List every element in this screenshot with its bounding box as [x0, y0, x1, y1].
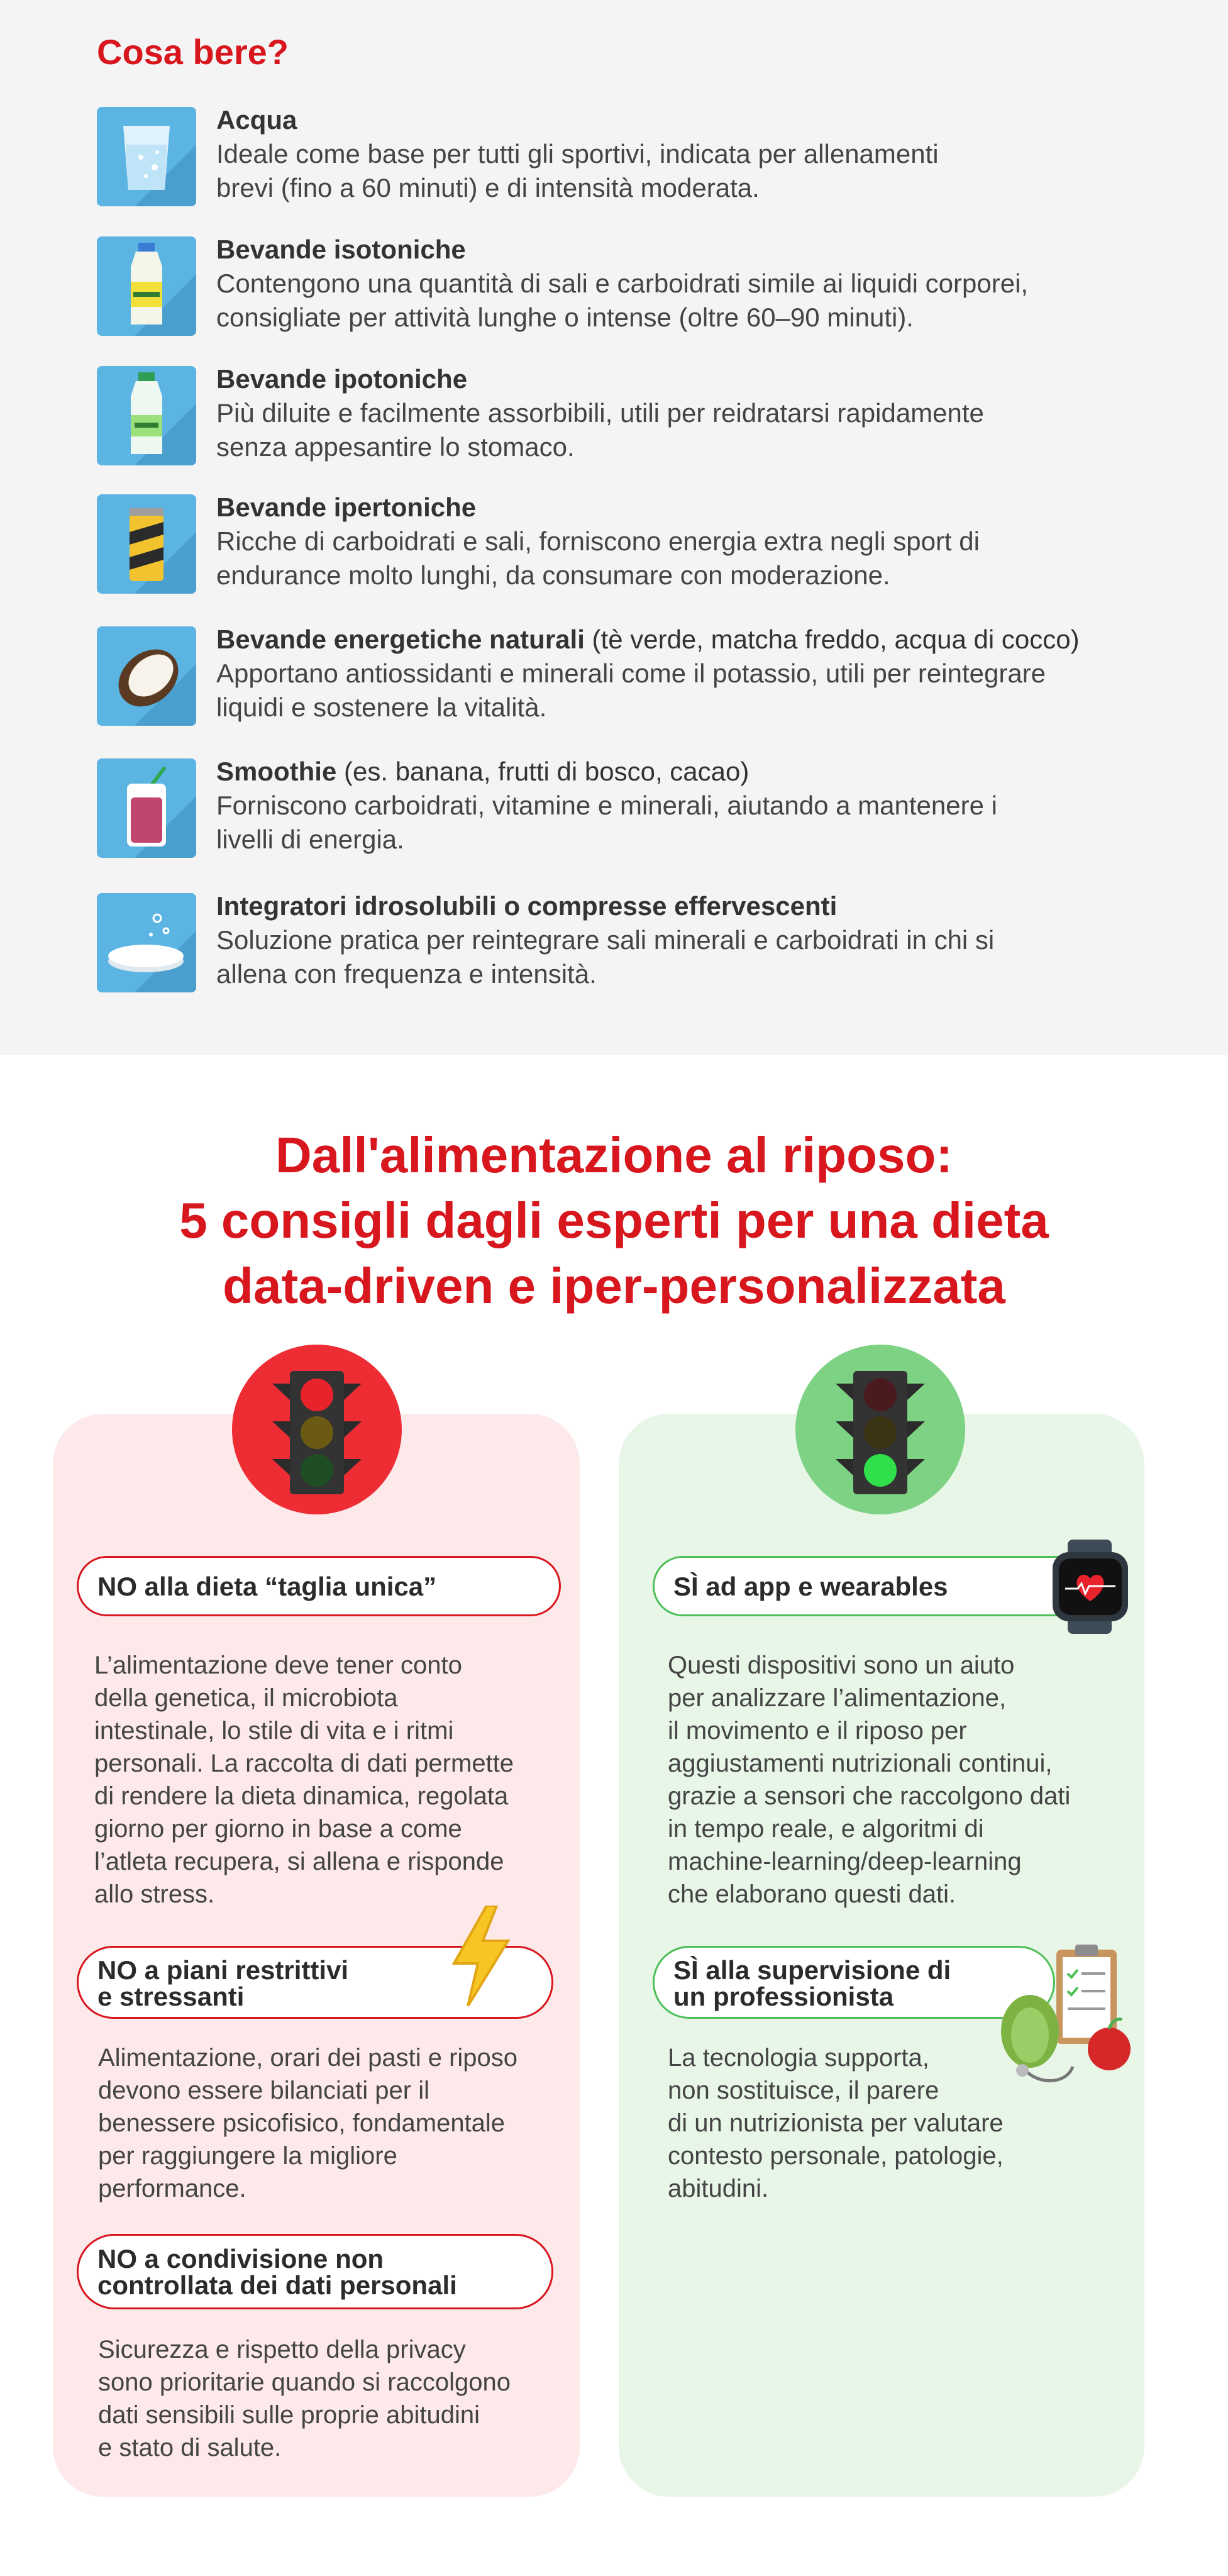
pill-title: SÌ alla supervisione di un professionista [673, 1955, 951, 2011]
isotonic-bottle-icon [97, 236, 196, 336]
drink-desc: Forniscono carboidrati, vitamine e minerali, aiutando a mantenere i livelli di energia. [216, 791, 997, 854]
lightning-icon [443, 1906, 518, 2006]
drink-title: Bevande isotoniche [216, 235, 466, 264]
headline-line-2: 5 consigli dagli esperti per una dieta [179, 1192, 1049, 1248]
headline-line-1: Dall'alimentazione al riposo: [275, 1127, 953, 1183]
no-restrictive-plans-text: Alimentazione, orari dei pasti e riposo devono essere bilanciati per il benessere psicofisico, fondamentale per raggiungere la migliore performance. [98, 2044, 518, 2202]
smartwatch-icon [1040, 1540, 1141, 1634]
drink-title: Smoothie [216, 757, 337, 786]
drink-item-supplements [97, 889, 1203, 1002]
drink-item-hypertonic [97, 491, 1203, 604]
no-data-sharing-text: Sicurezza e rispetto della privacy sono prioritarie quando si raccolgono dati sensibili sulle proprie abitudini e stato di salute. [98, 2336, 511, 2462]
drink-title: Bevande energetiche naturali [216, 625, 585, 654]
traffic-light-red-icon [232, 1345, 402, 1514]
no-one-size-diet-text: L’alimentazione deve tener conto della genetica, il microbiota intestinale, lo stile di vita e i ritmi personali. La raccolta di dati permette di rendere la dieta dinamica, regolata giorno per giorno in base a come l’atleta recupera, si allena e risponde allo stress. [94, 1652, 514, 1908]
traffic-light-green-icon [795, 1345, 965, 1514]
drink-item-natural-energy [97, 623, 1203, 736]
no-data-sharing-pill [77, 2234, 553, 2309]
drink-desc: Apportano antiossidanti e minerali come il potassio, utili per reintegrare liquidi e sostenere la vitalità. [216, 658, 1046, 722]
drink-item-hypotonic [97, 362, 1203, 475]
pill-title: NO alla dieta “taglia unica” [97, 1572, 437, 1601]
yes-apps-wearables-pill [653, 1556, 1105, 1616]
section-title: Cosa bere? [97, 32, 289, 72]
drink-item-smoothie [97, 755, 1203, 868]
drink-title: Integratori idrosolubili o compresse effervescenti [216, 891, 838, 921]
drink-title: Acqua [216, 105, 297, 135]
headline [0, 1123, 1228, 1319]
drink-title: Bevande ipertoniche [216, 492, 477, 522]
effervescent-tablet-icon [97, 893, 196, 992]
drink-desc: Ricche di carboidrati e sali, forniscono energia extra negli sport di endurance molto lunghi, da consumare con moderazione. [216, 526, 980, 590]
yes-apps-wearables-text: Questi dispositivi sono un aiuto per analizzare l’alimentazione, il movimento e il riposo per aggiustamenti nutrizionali continui, grazie a sensori che raccolgono dati in tempo reale, e algoritmi di machine-learning/deep-learning che elaborano questi dati. [668, 1652, 1071, 1908]
drink-desc: Più diluite e facilmente assorbibili, utili per reidratarsi rapidamente senza appesantire lo stomaco. [216, 398, 984, 462]
no-one-size-diet-pill [77, 1556, 561, 1616]
pill-title: NO a condivisione non controllata dei dati personali [97, 2244, 457, 2300]
coconut-icon [97, 626, 196, 726]
drink-note: (es. banana, frutti di bosco, cacao) [336, 757, 750, 786]
headline-line-3: data-driven e iper-personalizzata [223, 1258, 1005, 1314]
drink-title: Bevande ipotoniche [216, 364, 468, 394]
drink-desc: Soluzione pratica per reintegrare sali minerali e carboidrati in chi si allena con frequenza e intensità. [216, 925, 995, 989]
drink-note: (tè verde, matcha freddo, acqua di cocco) [584, 625, 1080, 654]
drink-desc: Ideale come base per tutti gli sportivi, indicata per allenamenti brevi (fino a 60 minuti) e di intensità moderata. [216, 139, 939, 203]
hypotonic-bottle-icon [97, 366, 196, 465]
water-glass-icon [97, 107, 196, 206]
energy-can-icon [97, 494, 196, 594]
yes-professional-text: La tecnologia supporta, non sostituisce, il parere di un nutrizionista per valutare contesto personale, patologie, abitudini. [668, 2044, 1004, 2202]
smoothie-icon [97, 758, 196, 858]
drink-item-water [97, 103, 1203, 216]
pill-title: NO a piani restrittivi e stressanti [97, 1955, 349, 2011]
drink-item-isotonic [97, 233, 1203, 346]
yes-professional-pill [653, 1946, 1055, 2019]
pill-title: SÌ ad app e wearables [673, 1572, 948, 1601]
drinks-section [0, 0, 1228, 1055]
drink-desc: Contengono una quantità di sali e carboidrati simile ai liquidi corporei, consigliate per attività lunghe o intense (oltre 60–90 minuti). [216, 269, 1029, 332]
